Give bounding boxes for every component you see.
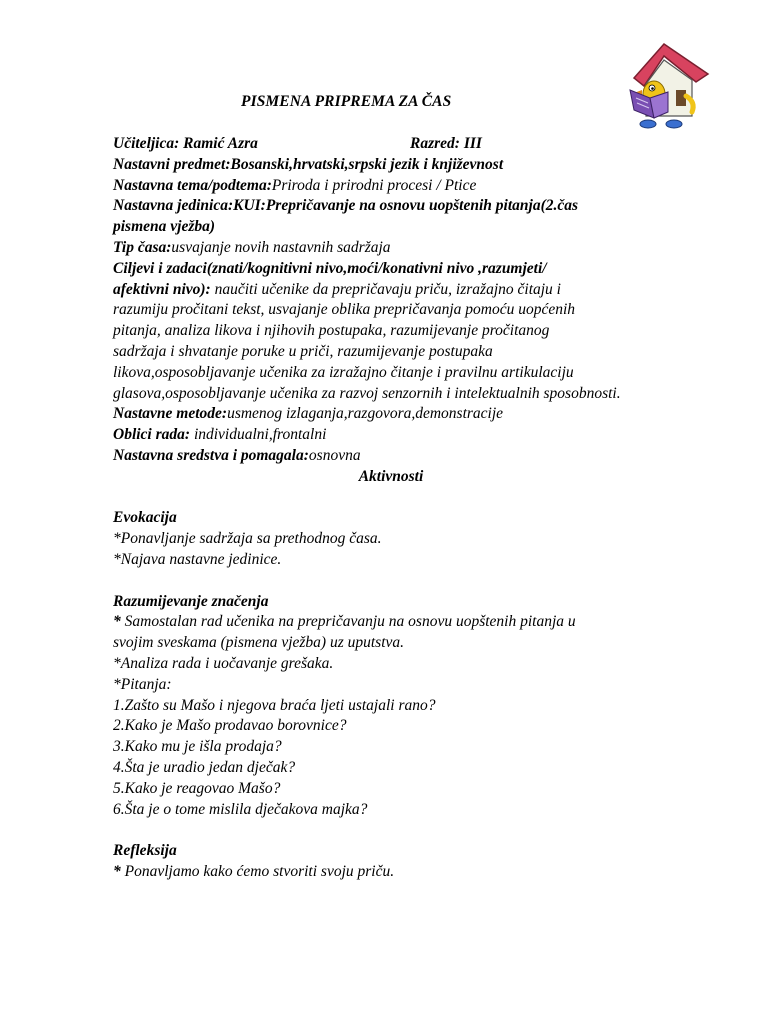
methods-value: usmenog izlaganja,razgovora,demonstracije [227, 405, 504, 423]
meaning-item-2: *Analiza rada i uočavanje grešaka. [113, 654, 334, 672]
subject-line: Nastavni predmet:Bosanski,hrvatski,srpski jezik i književnost [113, 155, 504, 173]
lesson-type-line [113, 238, 653, 259]
goals-line-6: likova,osposobljavanje učenika za izražajno čitanje i pravilnu artikulaciju [113, 363, 574, 381]
question-item: 5.Kako je reagovao Mašo? [113, 779, 281, 797]
means-label: Nastavna sredstva i pomagala: [113, 446, 309, 464]
reading-birdhouse-logo [624, 38, 714, 130]
means-line [113, 446, 653, 467]
goals-line-5: sadržaja i shvatanje poruke u priči, razumijevanje postupaka [113, 342, 493, 360]
topic-value: Priroda i prirodni procesi / Ptice [271, 176, 477, 194]
goals-label: afektivni nivo): [113, 280, 211, 298]
question-item: 6.Šta je o tome mislila dječakova majka? [113, 800, 368, 818]
unit-line-2: pismena vježba) [113, 218, 216, 236]
question-item: 3.Kako mu je išla prodaja? [113, 738, 282, 756]
meaning-item-1a [113, 612, 653, 633]
teacher-grade-line [113, 134, 653, 155]
evocation-heading: Evokacija [113, 509, 177, 527]
goals-line-3: razumiju pročitani tekst, usvajanje oblika prepričavanja pomoću uopćenih [113, 301, 576, 319]
methods-line [113, 404, 653, 425]
spacer [113, 571, 653, 592]
lesson-type-label: Tip časa: [113, 238, 172, 256]
grade-label: Razred: III [410, 135, 482, 152]
unit-line-1: Nastavna jedinica:KUI:Prepričavanje na osnovu uopštenih pitanja(2.čas [113, 197, 579, 215]
meaning-text-1a: Samostalan rad učenika na prepričavanju na osnovu uopštenih pitanja u [120, 613, 576, 631]
forms-value: individualni,frontalni [190, 426, 327, 444]
meaning-heading: Razumijevanje značenja [113, 592, 269, 610]
goals-line-4: pitanja, analiza likova i njihovih postupaka, razumijevanje pročitanog [113, 322, 550, 340]
forms-label: Oblici rada: [113, 426, 191, 444]
document-title: PISMENA PRIPREMA ZA ČAS [241, 93, 452, 110]
question-item: 1.Zašto su Mašo i njegova braća ljeti ustajali rano? [113, 696, 436, 714]
meaning-item-3: *Pitanja: [113, 675, 172, 693]
spacer [113, 488, 653, 509]
teacher-label: Učiteljica: Ramić Azra [113, 135, 258, 152]
forms-line [113, 425, 653, 446]
lesson-type-value: usvajanje novih nastavnih sadržaja [171, 238, 391, 256]
spacer [113, 820, 653, 841]
meaning-item-1b: svojim sveskama (pismena vježba) uz uputstva. [113, 634, 405, 652]
question-item: 2.Kako je Mašo prodavao borovnice? [113, 717, 347, 735]
goals-text-2: naučiti učenike da prepričavaju priču, izražajno čitaju i [210, 280, 561, 298]
goals-line-2 [113, 280, 653, 301]
meaning-star: * [113, 613, 121, 631]
goals-line-7: glasova,osposobljavanje učenika za razvoj senzornih i intelektualnih sposobnosti. [113, 384, 621, 402]
goals-line-1: Ciljevi i zadaci(znati/kognitivni nivo,moći/konativni nivo ,razumjeti/ [113, 259, 547, 277]
question-item: 4.Šta je uradio jedan dječak? [113, 758, 296, 776]
reflection-star: * [113, 862, 121, 880]
methods-label: Nastavne metode: [113, 405, 228, 423]
topic-label: Nastavna tema/podtema: [113, 176, 272, 194]
lesson-plan-body [113, 134, 653, 883]
reflection-item-1 [113, 862, 653, 883]
means-value: osnovna [308, 446, 361, 464]
reflection-text-1: Ponavljamo kako ćemo stvoriti svoju priču. [120, 862, 395, 880]
activities-heading: Aktivnosti [358, 467, 424, 485]
evocation-item-2: *Najava nastavne jedinice. [113, 550, 282, 568]
evocation-item-1: *Ponavljanje sadržaja sa prethodnog časa. [113, 530, 382, 548]
reflection-heading: Refleksija [113, 842, 177, 860]
topic-line [113, 176, 653, 197]
